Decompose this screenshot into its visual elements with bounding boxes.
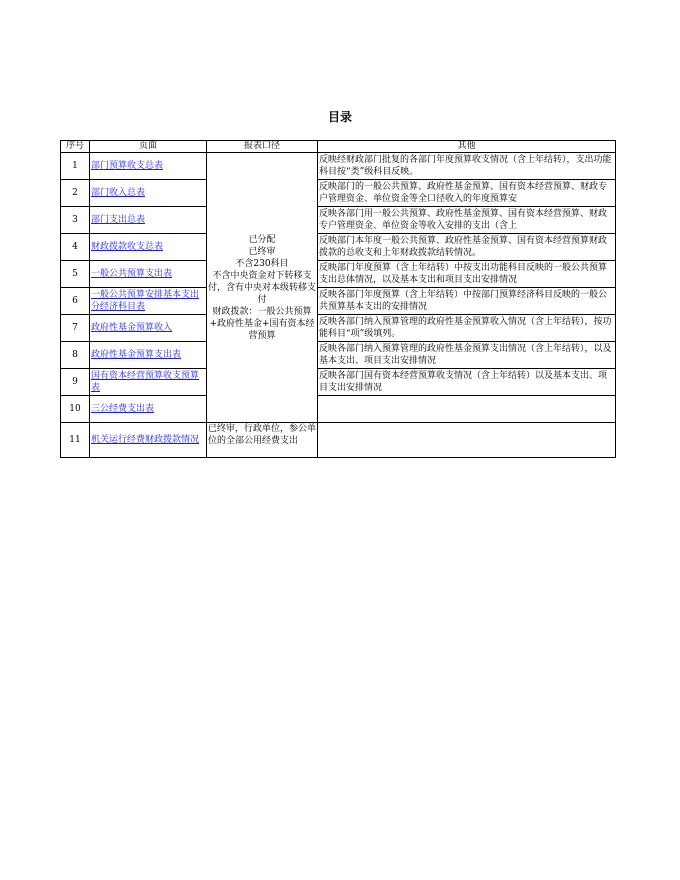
header-page: 页面 xyxy=(90,141,207,153)
row-description: 反映各部门年度预算（含上年结转）中按部门预算经济科目反映的一般公共预算基本支出的安排情况 xyxy=(319,289,608,312)
row-number: 4 xyxy=(61,234,90,261)
table-row xyxy=(61,288,616,315)
catalog-table xyxy=(60,140,616,458)
row-number: 7 xyxy=(61,315,90,342)
row-number: 2 xyxy=(61,180,90,207)
table-row xyxy=(61,180,616,207)
row-number: 9 xyxy=(61,369,90,396)
table-row xyxy=(61,369,616,396)
page-link[interactable]: 部门预算收支总表 xyxy=(91,161,164,171)
row-description: 反映各部门纳入预算管理的政府性基金预算收入情况（含上年结转），按功能科目“项”级填列。 xyxy=(319,316,612,339)
row-description: 反映各部门国有资本经营预算收支情况（含上年结转）以及基本支出、项目支出安排情况 xyxy=(319,370,608,393)
row-description xyxy=(319,397,614,422)
caliber-line: 不含230科目 xyxy=(235,258,289,269)
caliber-line: 已分配 xyxy=(248,234,276,245)
header-other: 其他 xyxy=(318,141,616,153)
row-number: 8 xyxy=(61,342,90,369)
page-link[interactable]: 政府性基金预算收入 xyxy=(91,323,173,333)
table-row xyxy=(61,342,616,369)
caliber-cell: 已终审，行政单位，参公单位的全部公用经费支出 xyxy=(208,424,316,446)
row-number: 6 xyxy=(61,288,90,315)
caliber-line: 已终审 xyxy=(248,246,276,257)
row-number: 1 xyxy=(61,153,90,180)
table-row xyxy=(61,423,616,458)
page-link[interactable]: 一般公共预算安排基本支出分经济科目表 xyxy=(91,290,200,312)
row-number: 11 xyxy=(61,423,90,458)
row-number: 3 xyxy=(61,207,90,234)
row-description: 反映部门本年度一般公共预算、政府性基金预算、国有资本经营预算财政拨款的总收支和上年财政拨款结转情况。 xyxy=(319,235,608,258)
table-row xyxy=(61,153,616,180)
page-link[interactable]: 国有资本经营预算收支预算表 xyxy=(91,371,200,393)
header-serial: 序号 xyxy=(61,141,90,153)
row-description xyxy=(319,428,614,453)
table-row xyxy=(61,207,616,234)
table-row xyxy=(61,261,616,288)
caliber-line: 不含中央资金对下转移支付，含有中央对本级转移支付 xyxy=(208,270,317,305)
page-link[interactable]: 部门收入总表 xyxy=(91,188,146,198)
page-link[interactable]: 部门支出总表 xyxy=(91,215,146,225)
row-number: 10 xyxy=(61,396,90,423)
header-caliber: 报表口径 xyxy=(207,141,318,153)
page-link[interactable]: 财政拨款收支总表 xyxy=(91,242,164,252)
table-row xyxy=(61,234,616,261)
page-link[interactable]: 机关运行经费财政拨款情况 xyxy=(91,435,200,445)
row-number: 5 xyxy=(61,261,90,288)
row-description: 反映各部门纳入预算管理的政府性基金预算支出情况（含上年结转），以及基本支出、项目支出安排情况 xyxy=(319,343,612,366)
page-link[interactable]: 三公经费支出表 xyxy=(91,404,155,414)
caliber-merged-cell xyxy=(207,153,318,423)
page-title: 目录 xyxy=(327,110,352,124)
page-link[interactable]: 一般公共预算支出表 xyxy=(91,269,173,279)
table-row xyxy=(61,396,616,423)
row-description: 反映部门的一般公共预算、政府性基金预算、国有资本经营预算、财政专户管理资金、单位资金等全口径收入的年度预算安 xyxy=(319,181,608,204)
row-description: 反映各部门用一般公共预算、政府性基金预算、国有资本经营预算、财政专户管理资金、单位资金等收入安排的支出（含上 xyxy=(319,208,608,231)
row-description: 反映经财政部门批复的各部门年度预算收支情况（含上年结转），支出功能科目按“类”级科目反映。 xyxy=(319,154,612,177)
row-description: 反映部门年度预算（含上年结转）中按支出功能科目反映的一般公共预算支出总体情况，以及基本支出和项目支出安排情况 xyxy=(319,262,608,285)
page-link[interactable]: 政府性基金预算支出表 xyxy=(91,350,182,360)
table-header-row xyxy=(61,141,616,153)
table-row xyxy=(61,315,616,342)
caliber-line: 财政拨款：一般公共预算+政府性基金+国有资本经营预算 xyxy=(209,306,315,341)
